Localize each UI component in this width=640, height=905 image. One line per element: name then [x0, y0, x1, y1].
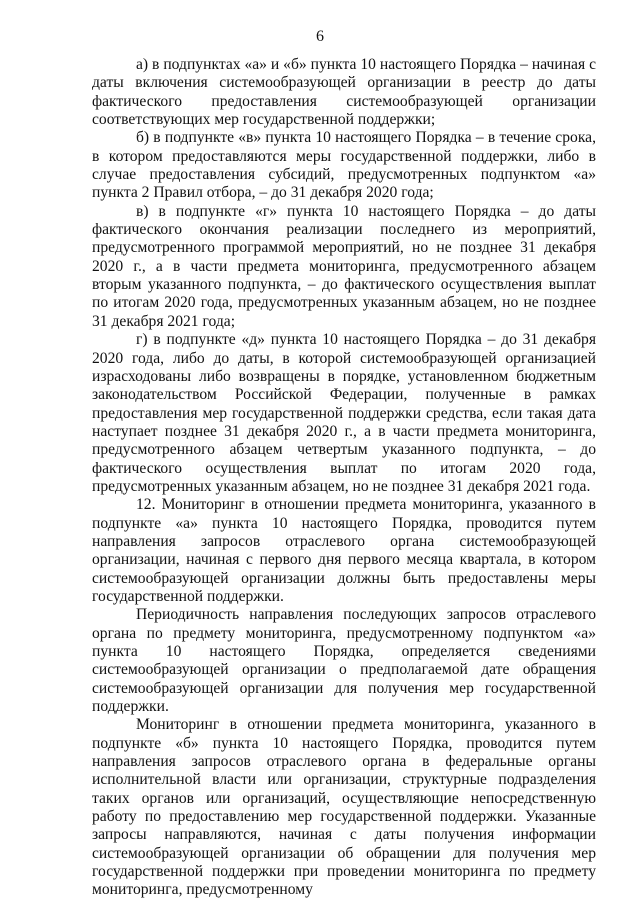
paragraph-item-b: б) в подпункте «в» пункта 10 настоящего Порядка – в течение срока, в котором предоставляются меры государственной поддержки, либо в случае предоставления субсидий, предусмотренных подпунктом «а» пункта 2 Правил отбора, – до 31 декабря 2020 года;	[92, 129, 596, 202]
paragraph-periodicity: Периодичность направления последующих запросов отраслевого органа по предмету мониторинга, предусмотренному подпунктом «а» пункта 10 настоящего Порядка, определяется сведениями системообразующей организации о предполагаемой дате обращения системообразующей организации для получения мер государственной поддержки.	[92, 606, 596, 716]
paragraph-monitoring-b: Мониторинг в отношении предмета мониторинга, указанного в подпункте «б» пункта 10 настоящего Порядка, проводится путем направления запросов отраслевого органа в федеральные органы исполнительной власти или организации, структурные подразделения таких органов или организаций, осуществляющие непосредственную работу по предоставлению мер государственной поддержки. Указанные запросы направляются, начиная с даты получения информации системообразующей организации об обращении для получения мер государственной поддержки при проведении мониторинга по предмету мониторинга, предусмотренному	[92, 716, 596, 899]
paragraph-clause-12: 12. Мониторинг в отношении предмета мониторинга, указанного в подпункте «а» пункта 10 настоящего Порядка, проводится путем направления запросов отраслевого органа системообразующей организации, начиная с первого дня первого месяца квартала, в котором системообразующей организации должны быть предоставлены меры государственной поддержки.	[92, 496, 596, 605]
document-body	[92, 56, 596, 900]
paragraph-item-v: в) в подпункте «г» пункта 10 настоящего Порядка – до даты фактического окончания реализации последнего из мероприятий, предусмотренного программой мероприятий, но не позднее 31 декабря 2020 г., а в части предмета мониторинга, предусмотренного абзацем вторым указанного подпункта, – до фактического осуществления выплат по итогам 2020 года, предусмотренных указанным абзацем, но не позднее 31 декабря 2021 года;	[92, 202, 596, 330]
paragraph-item-g: г) в подпункте «д» пункта 10 настоящего Порядка – до 31 декабря 2020 года, либо до даты, в которой системообразующей организацией израсходованы либо возвращены в порядке, установленном бюджетным законодательством Российской Федерации, полученные в рамках предоставления мер государственной поддержки средства, если такая дата наступает позднее 31 декабря 2020 г., а в части предмета мониторинга, предусмотренного абзацем четвертым указанного подпункта, – до фактического осуществления выплат по итогам 2020 года, предусмотренных указанным абзацем, но не позднее 31 декабря 2021 года.	[92, 331, 596, 495]
paragraph-item-a: а) в подпунктах «а» и «б» пункта 10 настоящего Порядка – начиная с даты включения системообразующей организации в реестр до даты фактического предоставления системообразующей организации соответствующих мер государственной поддержки;	[92, 56, 596, 129]
page-number: 6	[316, 28, 324, 45]
